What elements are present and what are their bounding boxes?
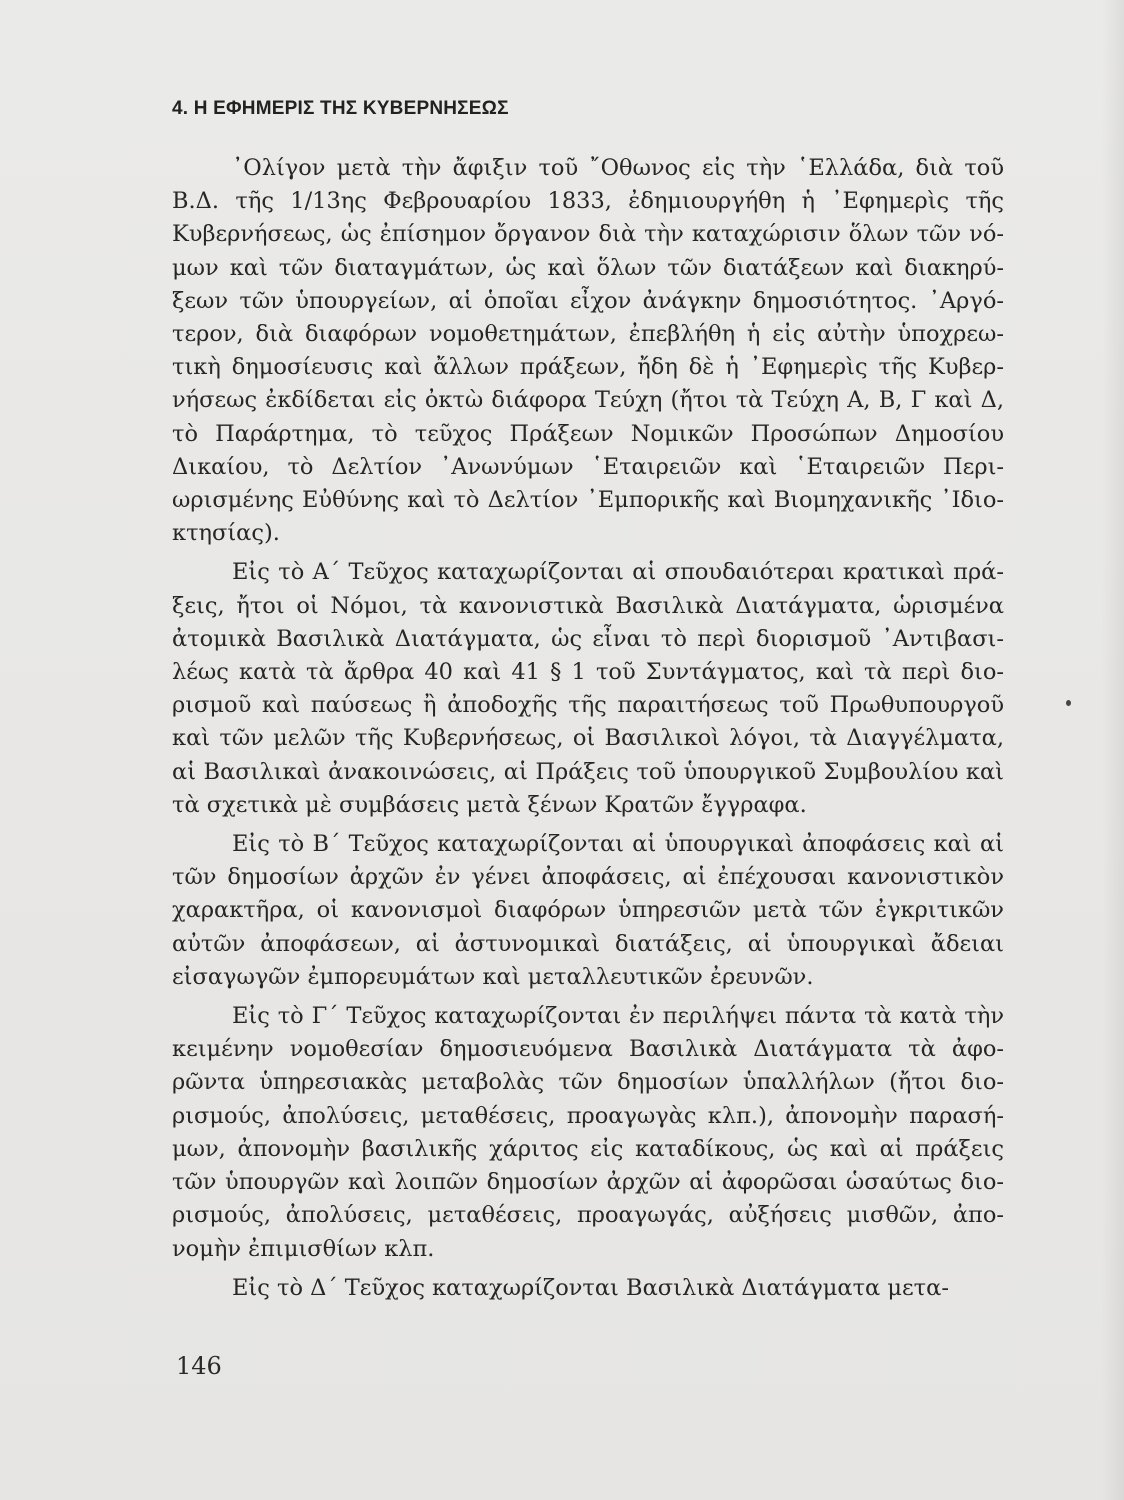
paragraph-1: ᾿Ολίγον μετὰ τὴν ἄφιξιν τοῦ ῎Οθωνος εἰς τὴν ῾Ελλάδα, διὰ τοῦ Β.Δ. τῆς 1/13ης Φεβρουαρίου 1833, ἐδημιουργήθη ἡ ᾿Εφημερὶς τῆς Κυβερνήσεως, ὡς ἐπίσημον ὄργανον διὰ τὴν καταχώρισιν ὅλων τῶν νόμων καὶ τῶν διαταγμάτων, ὡς καὶ ὅλων τῶν διατάξεων καὶ διακηρύξεων τῶν ὑπουργείων, αἱ ὁποῖαι εἶχον ἀνάγκην δημοσιότητος. ᾿Αργότερον, διὰ διαφόρων νομοθετημάτων, ἐπεβλήθη ἡ εἰς αὐτὴν ὑποχρεωτικὴ δημοσίευσις καὶ ἄλλων πράξεων, ἤδη δὲ ἡ ᾿Εφημερὶς τῆς Κυβερνήσεως ἐκδίδεται εἰς ὀκτὼ διάφορα Τεύχη (ἤτοι τὰ Τεύχη Α, Β, Γ καὶ Δ, τὸ Παράρτημα, τὸ τεῦχος Πράξεων Νομικῶν Προσώπων Δημοσίου Δικαίου, τὸ Δελτίον ᾿Ανωνύμων ῾Εταιρειῶν καὶ ῾Εταιρειῶν Περιωρισμένης Εὐθύνης καὶ τὸ Δελτίον ᾿Εμπορικῆς καὶ Βιομηχανικῆς ᾿Ιδιοκτησίας).	[172, 155, 1004, 547]
scan-speck	[1066, 700, 1071, 706]
page-number: 146	[176, 1352, 222, 1380]
paragraph-2: Εἰς τὸ Α΄ Τεῦχος καταχωρίζονται αἱ σπουδαιότεραι κρατικαὶ πράξεις, ἤτοι οἱ Νόμοι, τὰ κανονιστικὰ Βασιλικὰ Διατάγματα, ὡρισμένα ἀτομικὰ Βασιλικὰ Διατάγματα, ὡς εἶναι τὸ περὶ διορισμοῦ ᾿Αντιβασιλέως κατὰ τὰ ἄρθρα 40 καὶ 41 § 1 τοῦ Συντάγματος, καὶ τὰ περὶ διορισμοῦ καὶ παύσεως ἢ ἀποδοχῆς τῆς παραιτήσεως τοῦ Πρωθυπουργοῦ καὶ τῶν μελῶν τῆς Κυβερνήσεως, οἱ Βασιλικοὶ λόγοι, τὰ Διαγγέλματα, αἱ Βασιλικαὶ ἀνακοινώσεις, αἱ Πράξεις τοῦ ὑπουργικοῦ Συμβουλίου καὶ τὰ σχετικὰ μὲ συμβάσεις μετὰ ξένων Κρατῶν ἔγγραφα.	[172, 559, 1004, 818]
paragraph-4: Εἰς τὸ Γ΄ Τεῦχος καταχωρίζονται ἐν περιλήψει πάντα τὰ κατὰ τὴν κειμένην νομοθεσίαν δημοσιευόμενα Βασιλικὰ Διατάγματα τὰ ἀφορῶντα ὑπηρεσιακὰς μεταβολὰς τῶν δημοσίων ὑπαλλήλων (ἤτοι διορισμούς, ἀπολύσεις, μεταθέσεις, προαγωγὰς κλπ.), ἀπονομὴν παρασήμων, ἀπονομὴν βασιλικῆς χάριτος εἰς καταδίκους, ὡς καὶ αἱ πράξεις τῶν ὑπουργῶν καὶ λοιπῶν δημοσίων ἀρχῶν αἱ ἀφορῶσαι ὡσαύτως διορισμούς, ἀπολύσεις, μεταθέσεις, προαγωγάς, αὐξήσεις μισθῶν, ἀπονομὴν ἐπιμισθίων κλπ.	[172, 1003, 1004, 1262]
body-text	[172, 152, 1004, 1305]
section-heading: 4. Η ΕΦΗΜΕΡΙΣ ΤΗΣ ΚΥΒΕΡΝΗΣΕΩΣ	[172, 98, 509, 119]
paragraph-3: Εἰς τὸ Β΄ Τεῦχος καταχωρίζονται αἱ ὑπουργικαὶ ἀποφάσεις καὶ αἱ τῶν δημοσίων ἀρχῶν ἐν γένει ἀποφάσεις, αἱ ἐπέχουσαι κανονιστικὸν χαρακτῆρα, οἱ κανονισμοὶ διαφόρων ὑπηρεσιῶν μετὰ τῶν ἐγκριτικῶν αὐτῶν ἀποφάσεων, αἱ ἀστυνομικαὶ διατάξεις, αἱ ὑπουργικαὶ ἄδειαι εἰσαγωγῶν ἐμπορευμάτων καὶ μεταλλευτικῶν ἐρευνῶν.	[172, 831, 1004, 990]
paragraph-5: Εἰς τὸ Δ΄ Τεῦχος καταχωρίζονται Βασιλικὰ Διατάγματα μετα-	[232, 1274, 949, 1301]
